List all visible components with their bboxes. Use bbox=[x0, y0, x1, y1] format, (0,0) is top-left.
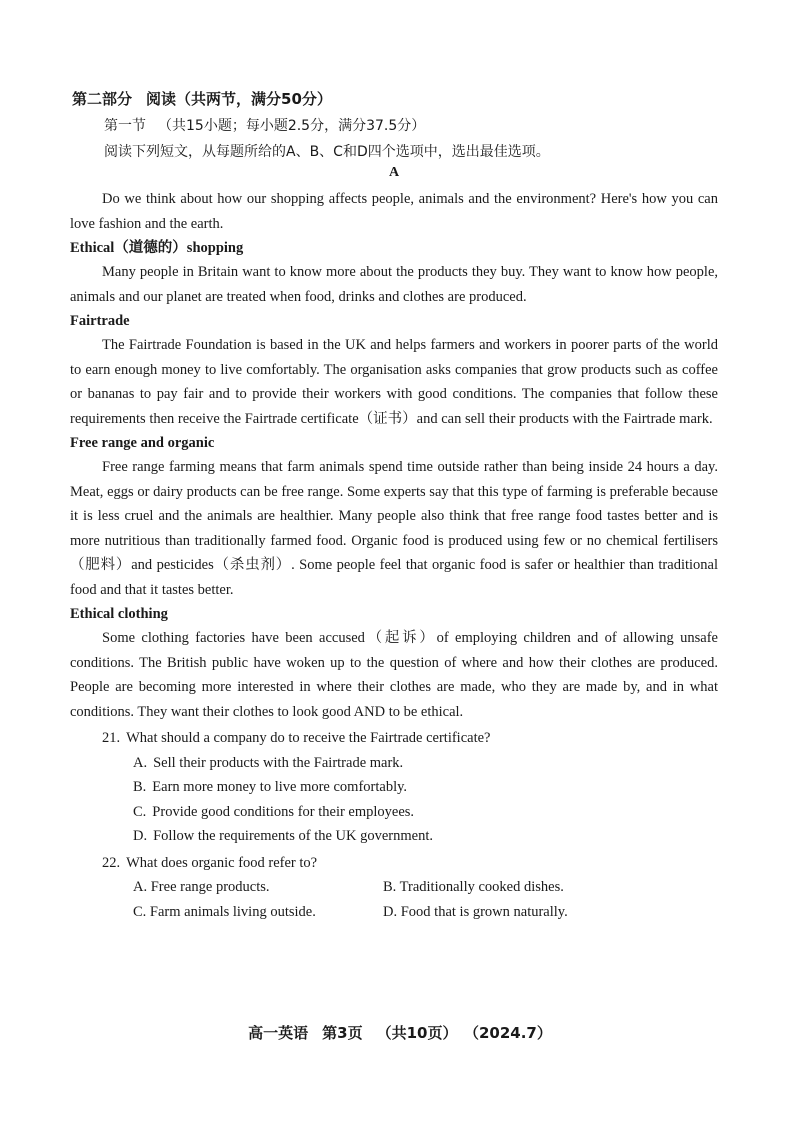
question-22 bbox=[70, 851, 718, 925]
option-text: Earn more money to live more comfortably. bbox=[152, 779, 408, 795]
option-text: Free range products. bbox=[150, 879, 270, 895]
option-text: Traditionally cooked dishes. bbox=[399, 879, 564, 895]
option-22-b[interactable] bbox=[383, 875, 633, 900]
section-heading-free-range: Free range and organic bbox=[70, 435, 215, 451]
option-letter: C. bbox=[133, 803, 147, 820]
instruction: 阅读下列短文，从每题所给的A、B、C和D四个选项中，选出最佳选项。 bbox=[104, 144, 550, 160]
option-letter: A. bbox=[133, 754, 148, 771]
paragraph-ethical-clothing: Some clothing factories have been accused（起诉）of employing children and of allowing unsafe conditions. The British public have woken up to the question of where and how their clothes are produced. People are becoming more interested in where their clothes are made, who they are made by, and in what conditions. They want their clothes to look good AND to be ethical. bbox=[70, 630, 718, 720]
option-letter: B. bbox=[383, 879, 397, 895]
part-label: 第二部分 bbox=[72, 90, 133, 108]
section-heading-fairtrade: Fairtrade bbox=[70, 313, 130, 329]
question-text: What does organic food refer to? bbox=[126, 854, 318, 871]
option-letter: D. bbox=[133, 828, 148, 844]
option-text: Food that is grown naturally. bbox=[400, 903, 568, 920]
paragraph-free-range: Free range farming means that farm animals spend time outside rather than being inside 24 hours a day. Meat, eggs or dairy products can be free range. Some experts say that this type of farming is preferable because it is less cruel and the animals are healthier. Many people also think that free range food tastes better and is more nutritious than traditionally farmed food. Organic food is produced using few or no chemical fertilisers（肥料）and pesticides（杀虫剂）. Some people feel that organic food is safer or healthier than traditional food and that it tastes better. bbox=[70, 459, 718, 598]
option-21-a[interactable] bbox=[70, 751, 718, 776]
option-row bbox=[70, 900, 718, 925]
passage-letter: A bbox=[388, 165, 400, 180]
section-heading-ethical-clothing: Ethical clothing bbox=[70, 606, 168, 622]
question-21 bbox=[70, 726, 718, 849]
question-number: 22. bbox=[102, 854, 121, 871]
option-letter: D. bbox=[383, 903, 398, 920]
section-info: （共15小题；每小题2.5分，满分37.5分） bbox=[158, 118, 426, 134]
option-21-c[interactable] bbox=[70, 800, 718, 825]
option-text: Provide good conditions for their employees. bbox=[152, 803, 415, 820]
footer-total: （共10页） bbox=[376, 1024, 458, 1042]
option-letter: B. bbox=[133, 779, 147, 795]
paragraph-ethical-shopping: Many people in Britain want to know more about the products they buy. They want to know how people, animals and our planet are treated when food, drinks and clothes are produced. bbox=[70, 264, 718, 305]
question-stem bbox=[70, 726, 718, 751]
option-letter: A. bbox=[133, 879, 148, 895]
option-22-d[interactable] bbox=[383, 900, 633, 925]
footer-date: （2024.7） bbox=[471, 1024, 552, 1042]
option-row bbox=[70, 875, 718, 900]
question-stem bbox=[70, 851, 718, 876]
option-text: Sell their products with the Fairtrade mark. bbox=[153, 754, 404, 771]
footer-subject: 高一英语 bbox=[248, 1024, 309, 1042]
option-22-a[interactable] bbox=[133, 875, 383, 900]
paragraph-fairtrade: The Fairtrade Foundation is based in the UK and helps farmers and workers in poorer parts of the world to earn enough money to live comfortably. The organisation asks companies that grow products such as coffee or bananas to pay fair and to provide their workers with good conditions. The companies that follow these requirements then receive the Fairtrade certificate（证书）and can sell their products with the Fairtrade mark. bbox=[70, 337, 718, 427]
page-footer bbox=[0, 1022, 800, 1043]
exam-page bbox=[70, 88, 718, 924]
option-21-b[interactable] bbox=[70, 775, 718, 800]
question-text: What should a company do to receive the Fairtrade certificate? bbox=[126, 730, 491, 746]
option-letter: C. bbox=[133, 903, 147, 920]
section-heading-ethical-shopping: Ethical（道德的）shopping bbox=[70, 240, 244, 256]
part-title bbox=[72, 88, 718, 109]
option-21-d[interactable] bbox=[70, 824, 718, 849]
section-label: 第一节 bbox=[104, 118, 146, 134]
option-22-c[interactable] bbox=[133, 900, 383, 925]
option-text: Follow the requirements of the UK government. bbox=[153, 828, 433, 844]
question-number: 21. bbox=[102, 730, 121, 746]
part-name: 阅读（共两节，满分50分） bbox=[146, 90, 332, 108]
footer-page: 第3页 bbox=[322, 1024, 363, 1042]
option-text: Farm animals living outside. bbox=[149, 903, 316, 920]
passage-intro: Do we think about how our shopping affects people, animals and the environment? Here's how you can love fashion and the earth. bbox=[70, 191, 718, 232]
section-line bbox=[104, 115, 718, 135]
